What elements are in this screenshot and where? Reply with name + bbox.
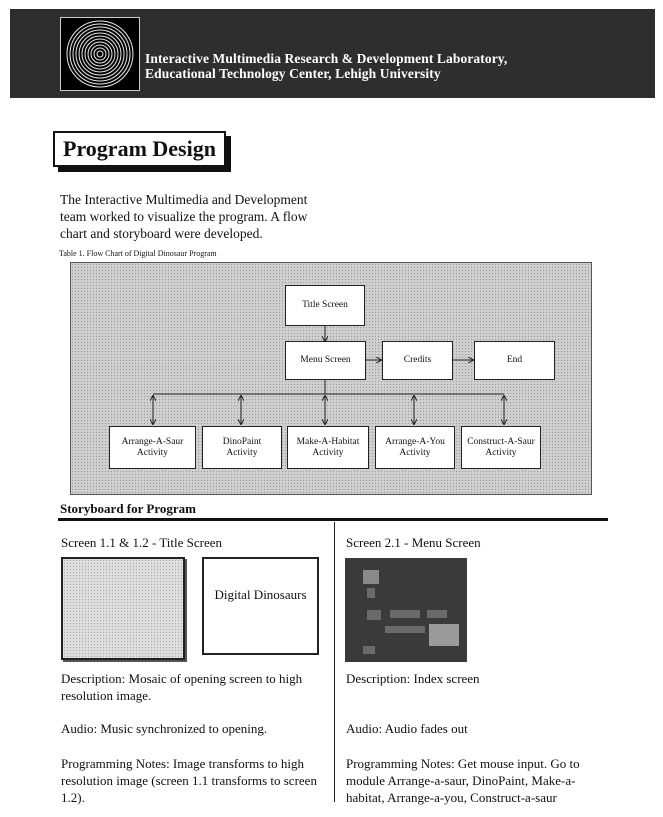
activity-line-1: DinoPaint — [222, 436, 262, 447]
right-audio: Audio: Audio fades out — [346, 721, 468, 736]
header-banner — [10, 9, 655, 98]
thumb-block — [367, 610, 381, 620]
node-activity-make-a-habitat — [287, 426, 369, 469]
activity-line-1: Construct-A-Saur — [467, 436, 535, 447]
header-text — [145, 51, 507, 81]
thumb-dinosaur-image — [429, 624, 459, 646]
activity-line-1: Arrange-A-You — [385, 436, 445, 447]
title-screen-thumbnail — [202, 557, 319, 655]
node-title-screen: Title Screen — [285, 285, 365, 326]
node-activity-arrange-a-you — [375, 426, 455, 469]
thumb-block — [427, 610, 447, 618]
activity-line-1: Make-A-Habitat — [296, 436, 360, 447]
page-title-box — [53, 131, 226, 167]
node-credits: Credits — [382, 341, 453, 380]
thumb-block — [385, 626, 425, 633]
activity-line-2: Activity — [399, 447, 431, 458]
thumb-block — [363, 646, 375, 654]
left-programming-notes: Programming Notes: Image transforms to high resolution image (screen 1.1 transforms to screen 1.2). — [61, 756, 317, 805]
left-description: Description: Mosaic of opening screen to high resolution image. — [61, 671, 303, 703]
header-line-2: Educational Technology Center, Lehigh University — [145, 66, 441, 81]
screen-label-menu: Screen 2.1 - Menu Screen — [346, 535, 481, 550]
activity-line-2: Activity — [226, 447, 258, 458]
left-audio: Audio: Music synchronized to opening. — [61, 721, 268, 736]
right-description: Description: Index screen — [346, 671, 480, 686]
storyboard-title: Storyboard for Program — [60, 501, 196, 516]
flow-chart — [70, 262, 592, 495]
activity-line-2: Activity — [485, 447, 517, 458]
thumb-block — [390, 610, 420, 618]
thumb-block — [367, 588, 375, 598]
node-end: End — [474, 341, 555, 380]
menu-screen-thumbnail — [345, 558, 467, 662]
activity-line-2: Activity — [136, 447, 169, 458]
activity-line-1: Arrange-A-Saur — [121, 436, 184, 447]
node-menu-screen: Menu Screen — [285, 341, 366, 380]
column-divider — [334, 522, 335, 802]
concentric-circles-logo-icon — [60, 17, 140, 91]
mosaic-screen-thumbnail — [61, 557, 185, 660]
activity-line-2: Activity — [312, 447, 344, 458]
table-caption: Table 1. Flow Chart of Digital Dinosaur Program — [59, 249, 217, 258]
title-screen-text: Digital Dinosaurs — [214, 587, 307, 602]
intro-paragraph: The Interactive Multimedia and Development team worked to visualize the program. A flow chart and storyboard were developed. — [60, 192, 308, 241]
thumb-block — [363, 570, 379, 584]
screen-label-title: Screen 1.1 & 1.2 - Title Screen — [61, 535, 223, 550]
right-programming-notes: Programming Notes: Get mouse input. Go to module Arrange-a-saur, DinoPaint, Make-a-habitat, Arrange-a-you, Construct-a-saur — [346, 756, 580, 805]
node-activity-dinopaint — [202, 426, 282, 469]
page-title: Program Design — [53, 131, 226, 167]
node-activity-construct-a-saur — [461, 426, 541, 469]
storyboard-divider — [58, 518, 608, 521]
header-line-1: Interactive Multimedia Research & Development Laboratory, — [145, 51, 508, 66]
node-activity-arrange-a-saur — [109, 426, 196, 469]
